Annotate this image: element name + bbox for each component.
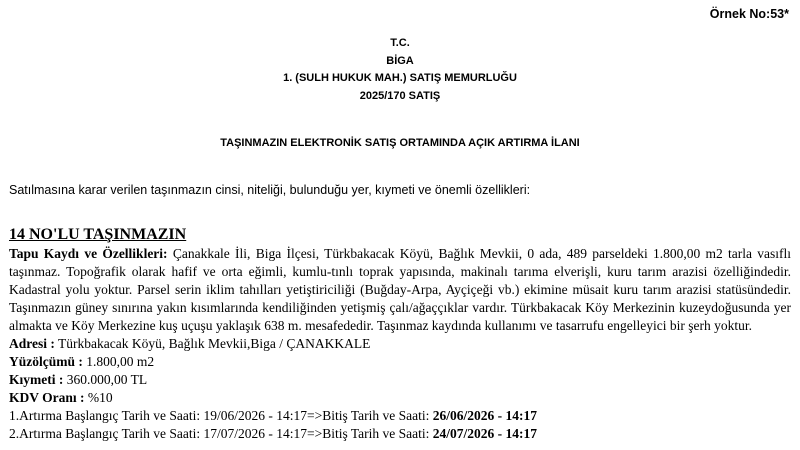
address-label: Adresi : xyxy=(9,336,55,351)
value-row xyxy=(9,371,791,389)
vat-label: KDV Oranı : xyxy=(9,390,85,405)
address-row xyxy=(9,335,791,353)
intro-text: Satılmasına karar verilen taşınmazın cinsi, niteliği, bulunduğu yer, kıymeti ve önemli özellikleri: xyxy=(9,183,531,197)
area-row xyxy=(9,353,791,371)
property-title: 14 NO'LU TAŞINMAZIN xyxy=(9,226,187,243)
announcement-title: TAŞINMAZIN ELEKTRONİK SATIŞ ORTAMINDA AÇIK ARTIRMA İLANI xyxy=(220,137,580,149)
property-section xyxy=(9,225,791,443)
header-line-file-no: 2025/170 SATIŞ xyxy=(359,89,441,102)
auction-1-dates: 1.Artırma Başlangıç Tarih ve Saati: 19/06/2026 - 14:17=>Bitiş Tarih ve Saati: xyxy=(9,408,433,423)
auction-1-end: 26/06/2026 - 14:17 xyxy=(432,408,538,423)
vat-value: %10 xyxy=(84,390,113,405)
value-label: Kıymeti : xyxy=(9,372,64,387)
document-header xyxy=(0,35,800,105)
area-label: Yüzölçümü : xyxy=(9,354,83,369)
header-line-tc: T.C. xyxy=(390,37,410,49)
address-value: Türkbakacak Köyü, Bağlık Mevkii,Biga / ÇANAKKALE xyxy=(54,336,371,351)
deed-paragraph xyxy=(9,245,791,335)
header-line-city: BİGA xyxy=(386,54,414,67)
area-value: 1.800,00 m2 xyxy=(82,354,155,369)
auction-2-row xyxy=(9,425,791,443)
auction-2-dates: 2.Artırma Başlangıç Tarih ve Saati: 17/07/2026 - 14:17=>Bitiş Tarih ve Saati: xyxy=(9,426,433,441)
value-amount: 360.000,00 TL xyxy=(63,372,148,387)
auction-1-row xyxy=(9,407,791,425)
vat-row xyxy=(9,389,791,407)
header-line-office: 1. (SULH HUKUK MAH.) SATIŞ MEMURLUĞU xyxy=(283,72,517,84)
auction-2-end: 24/07/2026 - 14:17 xyxy=(432,426,538,441)
deed-text: Çanakkale İli, Biga İlçesi, Türkbakacak Köyü, Bağlık Mevkii, 0 ada, 489 parseldeki 1.800,00 m2 tarla vasıflı taşınmaz. Topoğrafik olarak hafif ve orta eğimli, kumlu-tınlı toprak yapısında, makinalı tarıma elverişli, kuru tarım arazisi özelliğindedir. Kadastral yolu yoktur. Parsel serin iklim tahılları yetiştiriciliği (Buğday-Arpa, Ayçiçeği vb.) ekimine müsait kuru tarım arazisi statüsündedir. Taşınmazın güney sınırına yakın kısımlarında kendiliğinden yetişmiş çalı/ağaççıklar vardır. Türkbakacak Köy Merkezinin kuzeydoğusunda yer almakta ve Köy Merkezine kuş uçuşu yaklaşık 638 m. mesafededir. Taşınmaz kaydında kullanımı ve tasarrufu engelleyici bir şerh yoktur. xyxy=(9,246,791,333)
sample-number: Örnek No:53* xyxy=(709,7,789,21)
deed-label: Tapu Kaydı ve Özellikleri: xyxy=(9,246,168,261)
